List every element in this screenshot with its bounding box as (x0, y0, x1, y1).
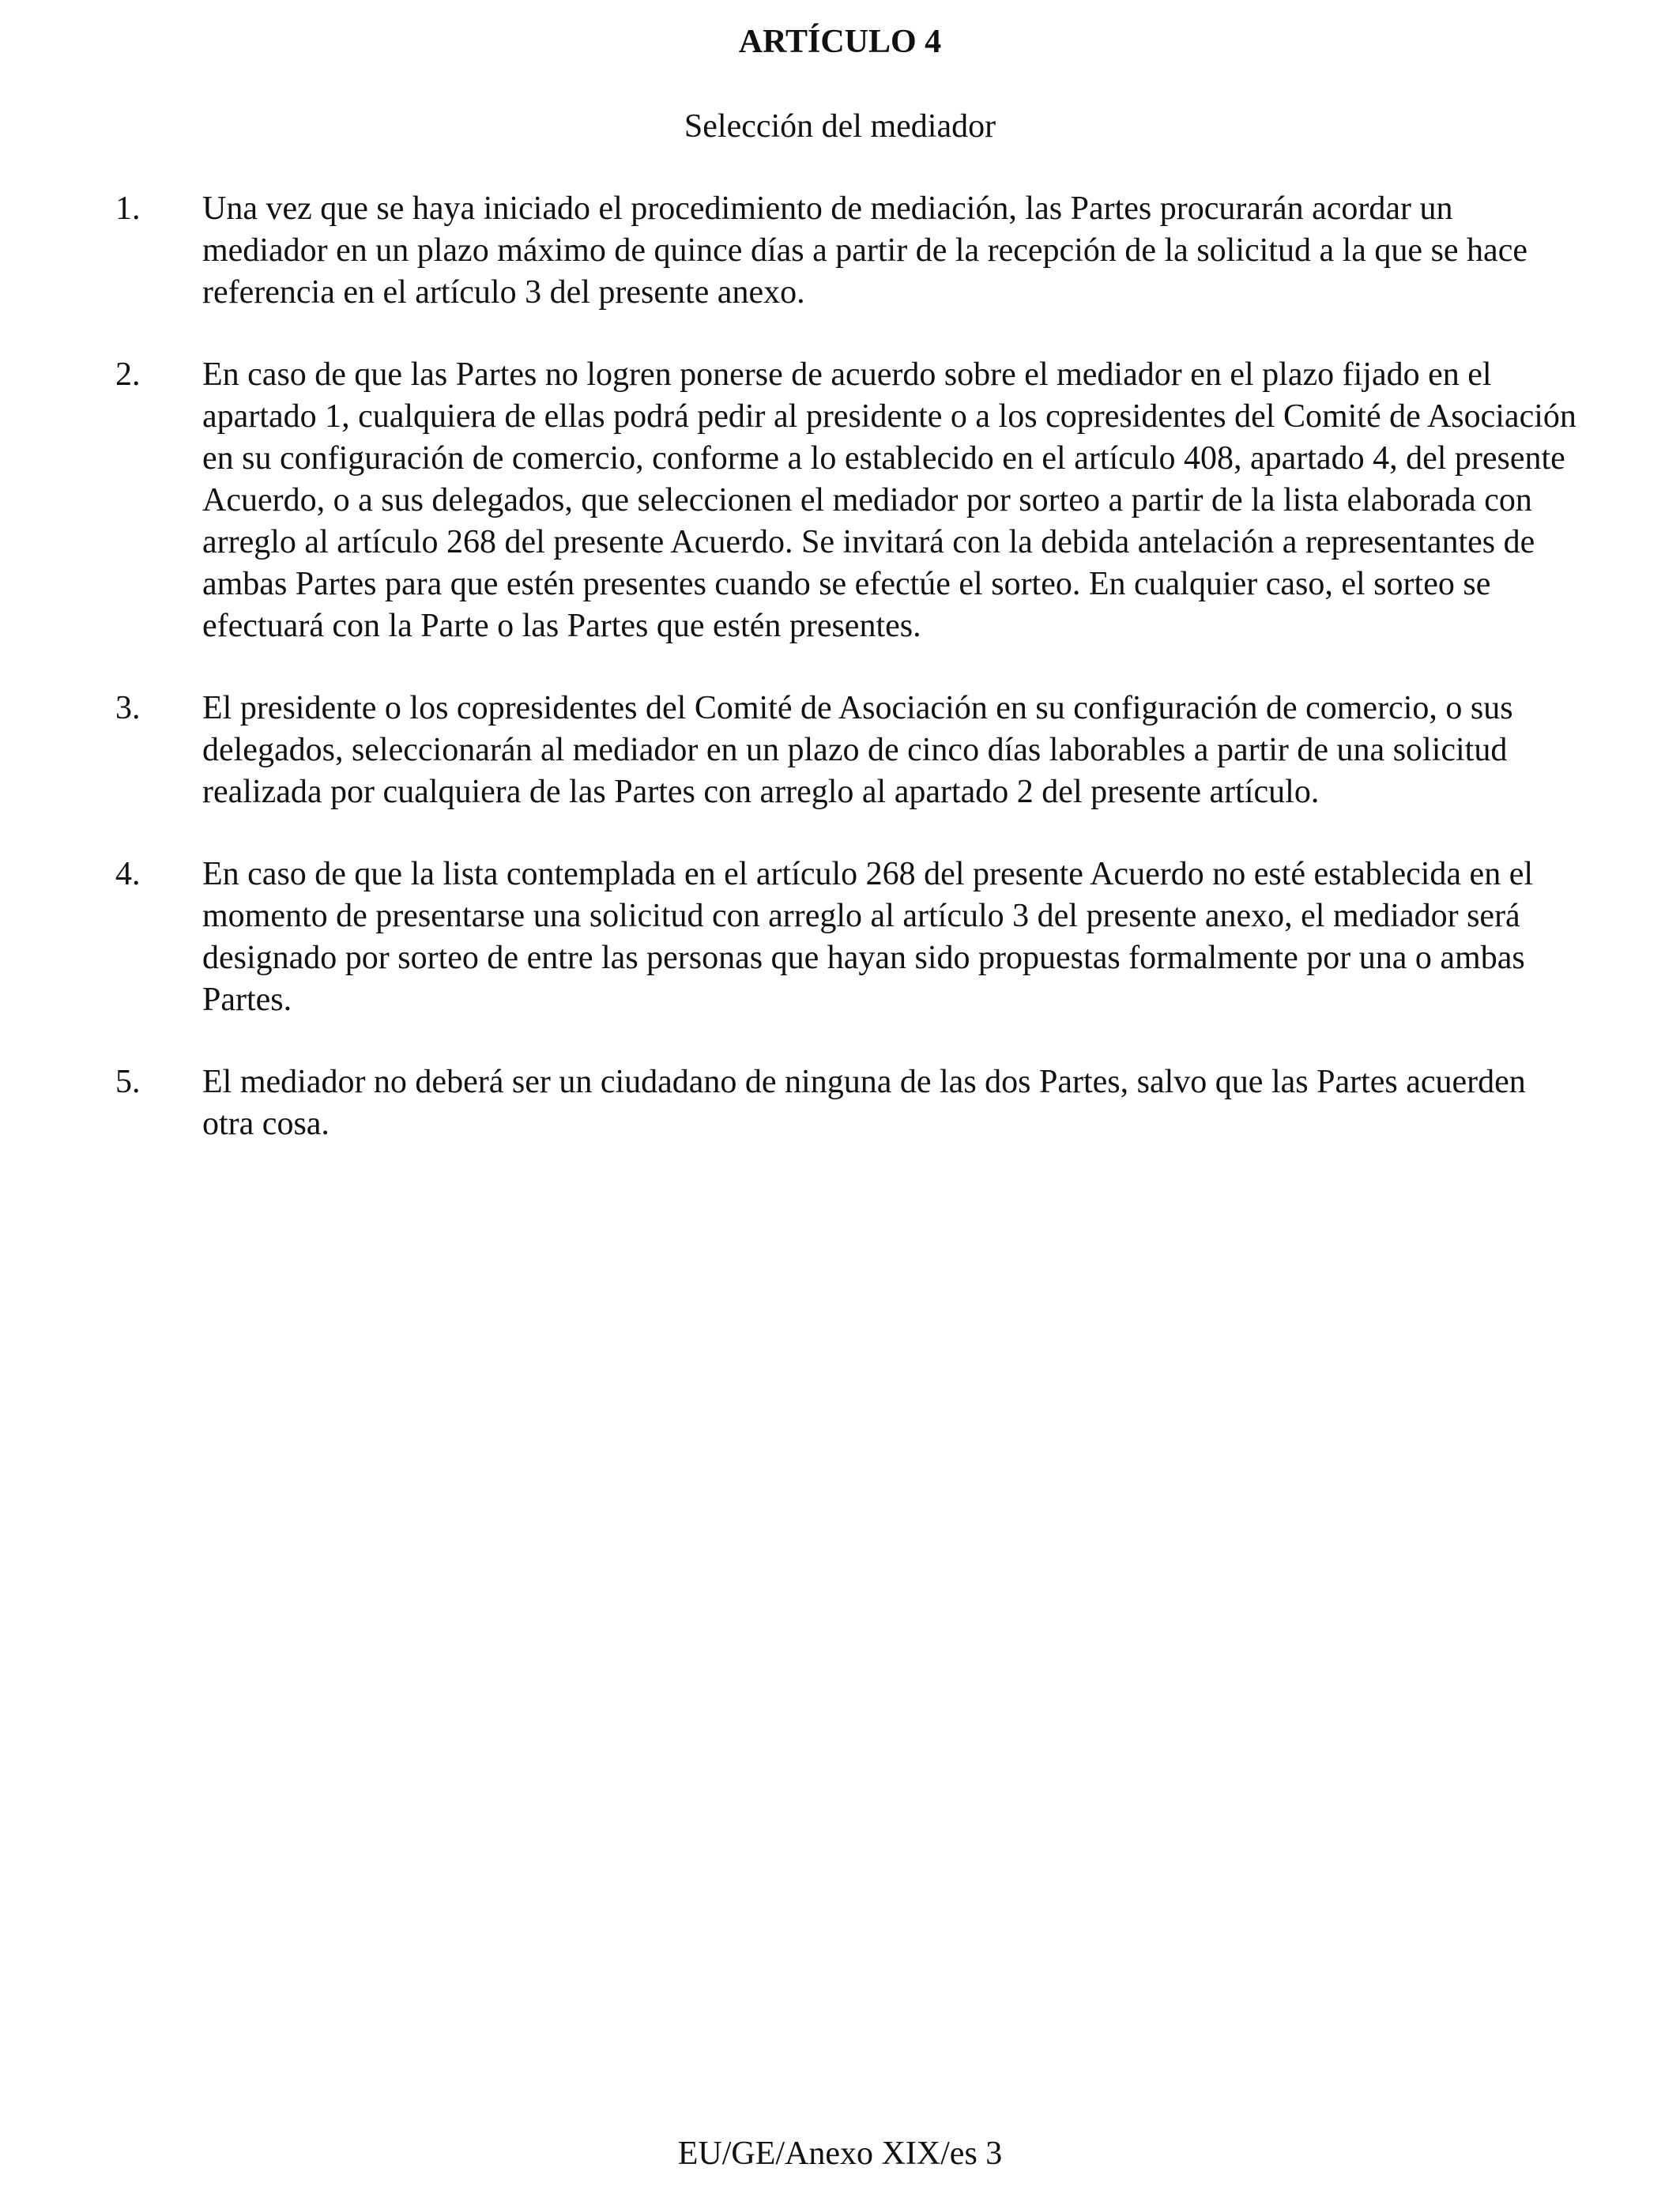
article-subtitle: Selección del mediador (684, 108, 996, 145)
clause-text: El mediador no deberá ser un ciudadano de ninguna de las dos Partes, salvo que las Partes acuerden otra cosa. (202, 1064, 1526, 1142)
clause-number: 1. (115, 190, 141, 227)
clause-text: En caso de que las Partes no logren ponerse de acuerdo sobre el mediador en el plazo fijado en el apartado 1, cualquiera de ellas podrá pedir al presidente o a los copresidentes del Comité de Asociación en su configuración de comercio, conforme a lo establecido en el artículo 408, apartado 4, del presente Acuerdo, o a sus delegados, que seleccionen el mediador por sorteo a partir de la lista elaborada con arreglo al artículo 268 del presente Acuerdo. Se invitará con la debida antelación a representantes de ambas Partes para que estén presentes cuando se efectúe el sorteo. En cualquier caso, el sorteo se efectuará con la Parte o las Partes que estén presentes. (202, 356, 1576, 644)
clause-list (0, 188, 1680, 1186)
clause-4 (0, 854, 1680, 1021)
clause-text: El presidente o los copresidentes del Comité de Asociación en su configuración de comercio, o sus delegados, seleccionarán al mediador en un plazo de cinco días laborables a partir de una solicitud realizada por cualquiera de las Partes con arreglo al apartado 2 del presente artículo. (202, 690, 1513, 810)
clause-3 (0, 688, 1680, 813)
clause-text: Una vez que se haya iniciado el procedimiento de mediación, las Partes procurarán acordar un mediador en un plazo máximo de quince días a partir de la recepción de la solicitud a la que se hace referencia en el artículo 3 del presente anexo. (202, 190, 1527, 311)
clause-number: 5. (115, 1064, 141, 1100)
clause-number: 2. (115, 356, 141, 393)
clause-1 (0, 188, 1680, 314)
article-title: ARTÍCULO 4 (738, 24, 942, 60)
clause-5 (0, 1061, 1680, 1145)
clause-number: 4. (115, 856, 141, 892)
page-footer: EU/GE/Anexo XIX/es 3 (677, 2136, 1003, 2172)
clause-number: 3. (115, 690, 141, 726)
clause-text: En caso de que la lista contemplada en el artículo 268 del presente Acuerdo no esté establecida en el momento de presentarse una solicitud con arreglo al artículo 3 del presente anexo, el mediador será designado por sorteo de entre las personas que hayan sido propuestas formalmente por una o ambas Partes. (202, 856, 1533, 1018)
clause-2 (0, 354, 1680, 647)
